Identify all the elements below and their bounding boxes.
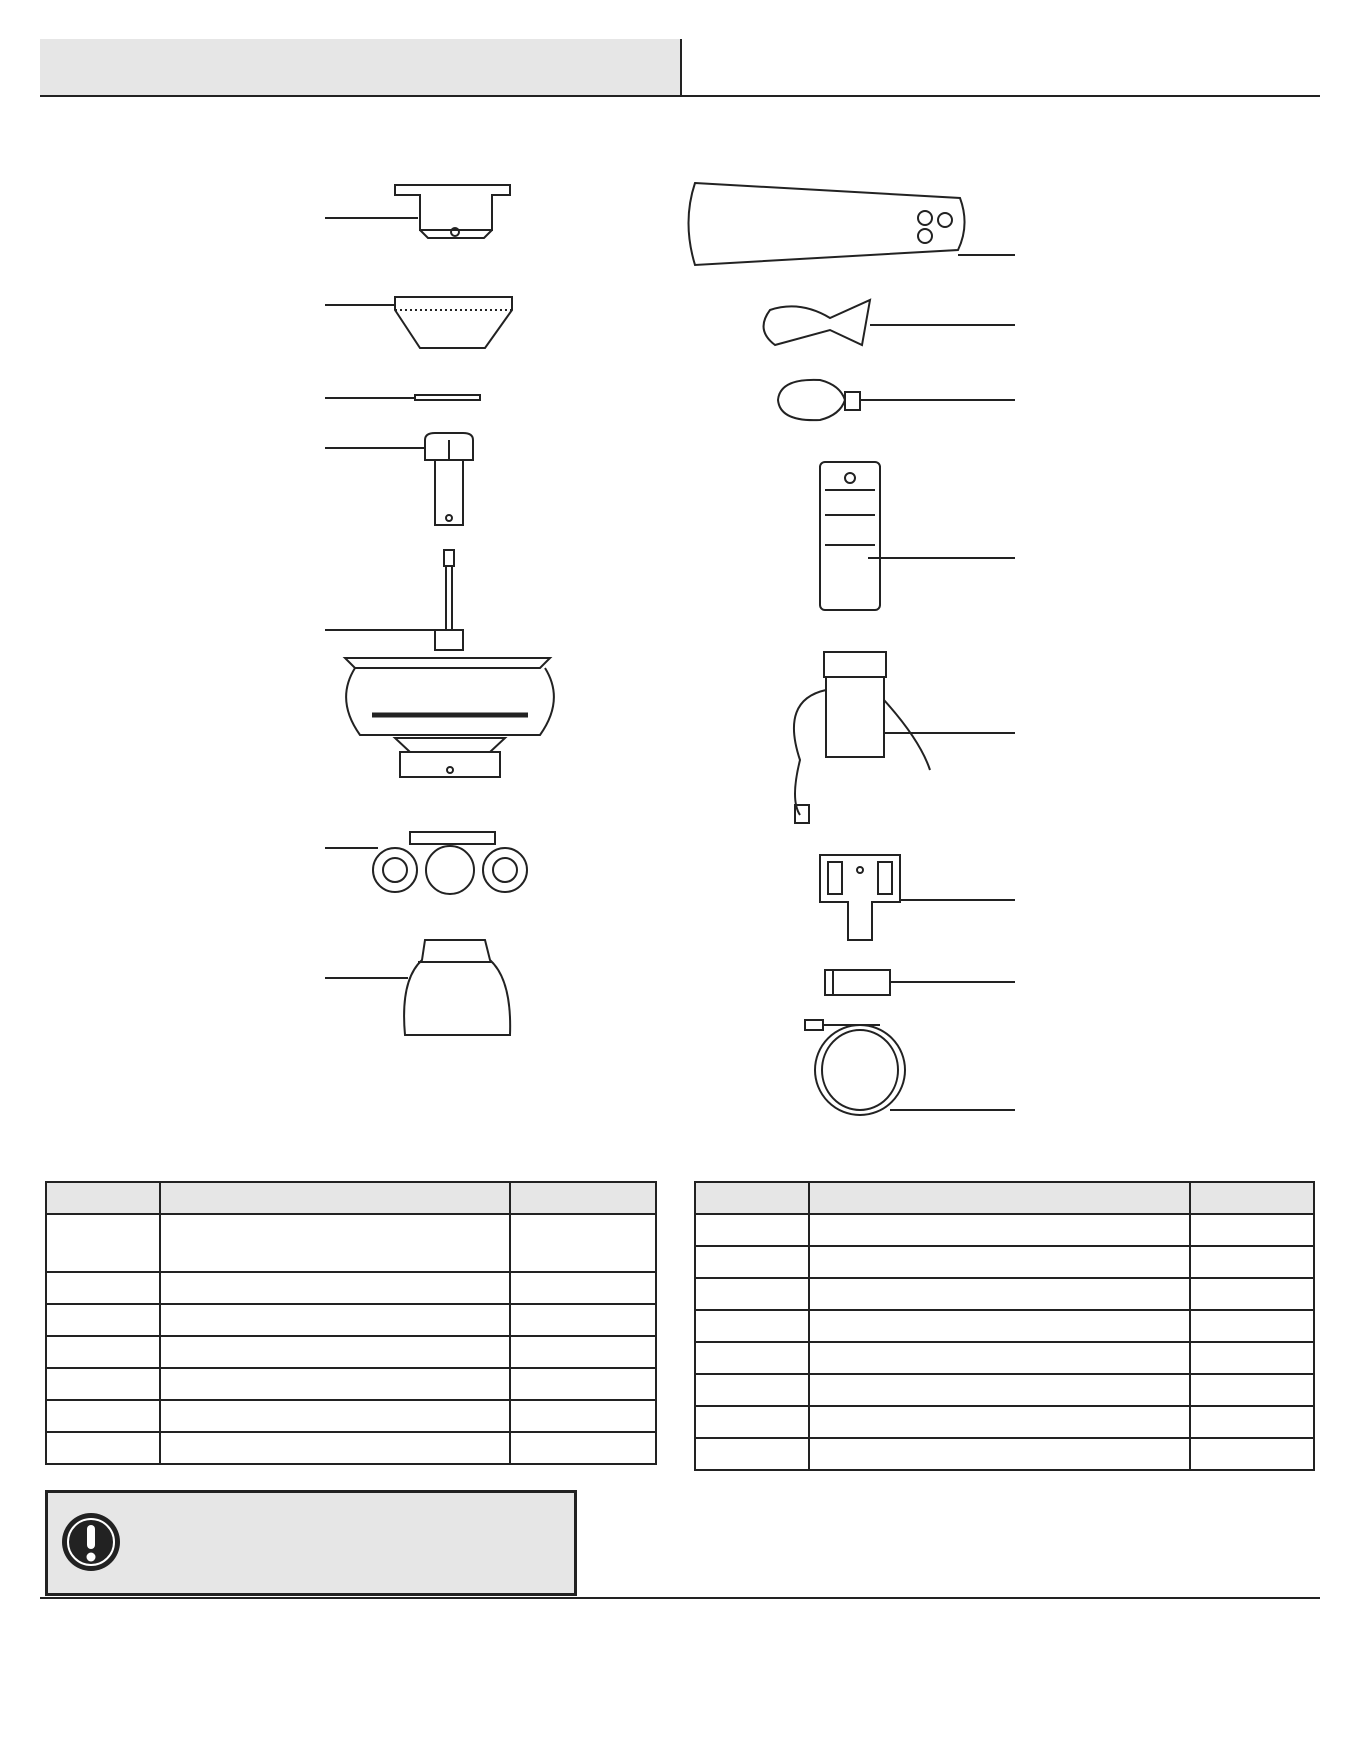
table-cell [1190,1342,1314,1374]
table-cell [1190,1246,1314,1278]
light-kit-drawing [373,832,527,894]
table-cell [695,1310,809,1342]
table-row [695,1310,1314,1342]
table-row [46,1214,656,1272]
table-row [695,1214,1314,1246]
table-cell [160,1304,510,1336]
table-cell [46,1214,160,1272]
table-cell [1190,1438,1314,1470]
blade-drawing [689,183,965,265]
table-cell [1190,1406,1314,1438]
downrod-drawing [425,433,473,525]
table-cell [809,1310,1190,1342]
table-cell [160,1272,510,1304]
table-row [46,1400,656,1432]
table-row [695,1438,1314,1470]
table-cell [46,1368,160,1400]
remote-control-drawing [820,462,880,610]
table-cell [46,1400,160,1432]
table-cell [695,1374,809,1406]
table-cell [46,1432,160,1464]
table-cell [695,1438,809,1470]
table-row [695,1278,1314,1310]
blade-iron-drawing [764,300,870,345]
table-cell [1190,1310,1314,1342]
canopy-drawing [395,297,512,348]
wire-harness-drawing [805,1020,905,1115]
table-cell [1190,1278,1314,1310]
column-header [809,1182,1190,1214]
parts-table-right [694,1181,1315,1471]
receiver-bracket-drawing [820,855,900,940]
table-cell [160,1368,510,1400]
table-row [46,1432,656,1464]
column-header [1190,1182,1314,1214]
motor-housing-drawing [345,550,554,777]
table-cell [510,1304,656,1336]
table-cell [510,1368,656,1400]
footer-divider [40,1597,1320,1599]
column-header [510,1182,656,1214]
important-note [45,1490,577,1596]
table-cell [1190,1374,1314,1406]
table-cell [510,1214,656,1272]
table-cell [510,1336,656,1368]
table-cell [695,1278,809,1310]
table-row [46,1336,656,1368]
table-header-row [695,1182,1314,1214]
table-row [46,1304,656,1336]
table-row [695,1374,1314,1406]
table-cell [695,1342,809,1374]
table-row [46,1272,656,1304]
table-cell [160,1336,510,1368]
table-row [695,1406,1314,1438]
table-cell [695,1214,809,1246]
column-header [160,1182,510,1214]
table-cell [809,1246,1190,1278]
table-cell [510,1400,656,1432]
battery-drawing [825,970,890,995]
table-row [695,1246,1314,1278]
table-cell [695,1246,809,1278]
table-cell [160,1214,510,1272]
exclamation-icon [60,1511,122,1573]
table-header-row [46,1182,656,1214]
column-header [46,1182,160,1214]
table-cell [46,1304,160,1336]
mounting-bracket-drawing [395,185,510,238]
light-bulb-drawing [778,380,860,420]
table-cell [1190,1214,1314,1246]
parts-table-left [45,1181,657,1465]
table-cell [46,1336,160,1368]
table-cell [809,1278,1190,1310]
table-cell [160,1400,510,1432]
table-cell [695,1406,809,1438]
table-cell [46,1272,160,1304]
table-row [46,1368,656,1400]
table-cell [809,1406,1190,1438]
table-cell [809,1438,1190,1470]
table-cell [809,1342,1190,1374]
column-header [695,1182,809,1214]
table-cell [510,1272,656,1304]
table-row [695,1342,1314,1374]
table-cell [809,1374,1190,1406]
canopy-ring-drawing [415,395,480,400]
table-cell [510,1432,656,1464]
receiver-drawing [794,652,930,823]
table-cell [809,1214,1190,1246]
glass-shade-drawing [404,940,510,1035]
table-cell [160,1432,510,1464]
